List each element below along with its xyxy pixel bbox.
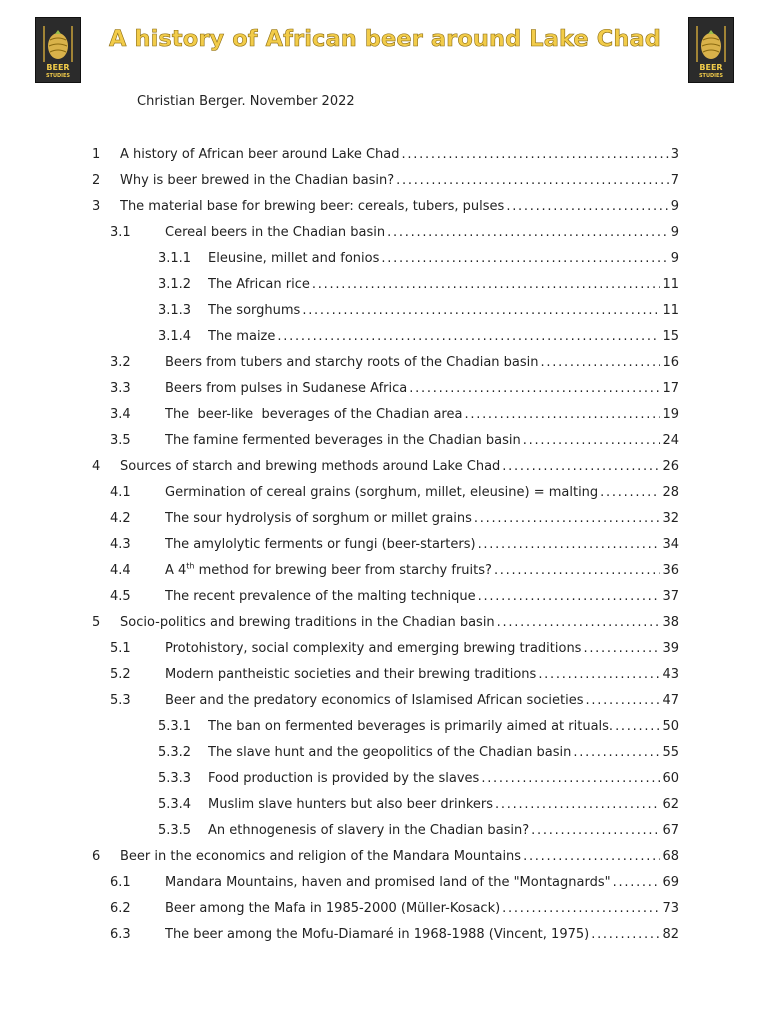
toc-dot-leader xyxy=(523,847,660,867)
toc-line xyxy=(208,327,679,347)
toc-entry[interactable] xyxy=(0,613,770,633)
toc-section-number: 3.1 xyxy=(110,225,131,240)
toc-dot-leader xyxy=(481,769,660,789)
toc-dot-leader xyxy=(502,457,660,477)
toc-section-number: 5 xyxy=(92,615,101,630)
toc-section-title: The slave hunt and the geopolitics of the Chadian basin xyxy=(208,745,572,760)
toc-section-title: The ban on fermented beverages is primarily aimed at rituals. xyxy=(208,719,614,734)
toc-page-number: 39 xyxy=(662,641,679,656)
toc-dot-leader xyxy=(495,795,660,815)
toc-section-number: 6.3 xyxy=(110,927,131,942)
toc-dot-leader xyxy=(396,171,669,191)
toc-page-number: 11 xyxy=(662,277,679,292)
toc-section-number: 2 xyxy=(92,173,101,188)
toc-dot-leader xyxy=(538,665,660,685)
toc-page-number: 16 xyxy=(662,355,679,370)
toc-page-number: 43 xyxy=(662,667,679,682)
toc-line xyxy=(120,613,679,633)
toc-section-title: The African rice xyxy=(208,277,310,292)
toc-page-number: 68 xyxy=(662,849,679,864)
toc-section-title: Muslim slave hunters but also beer drinkers xyxy=(208,797,493,812)
toc-line xyxy=(120,457,679,477)
toc-page-number: 3 xyxy=(670,147,679,162)
toc-section-title: Socio-politics and brewing traditions in the Chadian basin xyxy=(120,615,495,630)
toc-entry[interactable] xyxy=(0,691,770,711)
toc-page-number: 82 xyxy=(662,927,679,942)
toc-dot-leader xyxy=(494,561,661,581)
toc-dot-leader xyxy=(586,691,661,711)
toc-page-number: 73 xyxy=(662,901,679,916)
toc-line xyxy=(208,275,679,295)
toc-page-number: 50 xyxy=(662,719,679,734)
toc-entry[interactable] xyxy=(0,405,770,425)
toc-entry[interactable] xyxy=(0,509,770,529)
toc-line xyxy=(165,691,679,711)
toc-section-number: 4.4 xyxy=(110,563,131,578)
toc-dot-leader xyxy=(591,925,660,945)
toc-title-superscript: th xyxy=(186,561,195,571)
toc-entry[interactable] xyxy=(0,925,770,945)
document-title: A history of African beer around Lake Chad xyxy=(109,26,661,52)
toc-entry[interactable] xyxy=(0,457,770,477)
toc-entry[interactable] xyxy=(0,483,770,503)
toc-page-number: 32 xyxy=(662,511,679,526)
toc-entry[interactable] xyxy=(0,639,770,659)
toc-section-number: 3.3 xyxy=(110,381,131,396)
toc-entry[interactable] xyxy=(0,561,770,581)
toc-line xyxy=(208,769,679,789)
toc-dot-leader xyxy=(387,223,669,243)
toc-entry[interactable] xyxy=(0,665,770,685)
toc-entry[interactable] xyxy=(0,899,770,919)
toc-section-number: 5.3.3 xyxy=(158,771,192,786)
toc-line xyxy=(120,145,679,165)
toc-section-title: Beer and the predatory economics of Islamised African societies xyxy=(165,693,584,708)
toc-page-number: 9 xyxy=(670,251,679,266)
toc-entry[interactable] xyxy=(0,795,770,815)
toc-dot-leader xyxy=(312,275,661,295)
toc-entry[interactable] xyxy=(0,145,770,165)
toc-line xyxy=(165,925,679,945)
toc-section-title: Beers from pulses in Sudanese Africa xyxy=(165,381,408,396)
toc-title-part: method for brewing beer from starchy fruits? xyxy=(194,563,492,578)
toc-line xyxy=(120,847,679,867)
toc-page-number: 17 xyxy=(662,381,679,396)
toc-section-number: 6.2 xyxy=(110,901,131,916)
toc-line xyxy=(165,379,679,399)
toc-page-number: 26 xyxy=(662,459,679,474)
toc-section-title: Beer in the economics and religion of the Mandara Mountains xyxy=(120,849,522,864)
toc-page-number: 24 xyxy=(662,433,679,448)
toc-page-number: 47 xyxy=(662,693,679,708)
toc-dot-leader xyxy=(541,353,661,373)
toc-section-title: The beer among the Mofu-Diamaré in 1968-1988 (Vincent, 1975) xyxy=(165,927,590,942)
toc-entry[interactable] xyxy=(0,197,770,217)
toc-dot-leader xyxy=(502,899,660,919)
toc-section-number: 3.4 xyxy=(110,407,131,422)
toc-line xyxy=(165,353,679,373)
toc-dot-leader xyxy=(583,639,660,659)
toc-section-title: Mandara Mountains, haven and promised land of the "Montagnards" xyxy=(165,875,611,890)
toc-line xyxy=(165,431,679,451)
toc-section-number: 5.3.5 xyxy=(158,823,192,838)
toc-section-title: The material base for brewing beer: cereals, tubers, pulses xyxy=(120,199,505,214)
toc-section-title: Food production is provided by the slaves xyxy=(208,771,480,786)
toc-section-title: Beers from tubers and starchy roots of the Chadian basin xyxy=(165,355,539,370)
toc-page-number: 9 xyxy=(670,199,679,214)
toc-line xyxy=(208,301,679,321)
toc-dot-leader xyxy=(302,301,660,321)
toc-line xyxy=(120,197,679,217)
toc-section-title: Sources of starch and brewing methods around Lake Chad xyxy=(120,459,501,474)
toc-section-number: 5.1 xyxy=(110,641,131,656)
toc-line xyxy=(165,561,679,581)
toc-section-number: 5.2 xyxy=(110,667,131,682)
toc-page-number: 9 xyxy=(670,225,679,240)
toc-entry[interactable] xyxy=(0,873,770,893)
toc-line xyxy=(165,509,679,529)
toc-section-title: Germination of cereal grains (sorghum, millet, eleusine) = malting xyxy=(165,485,599,500)
toc-page-number: 38 xyxy=(662,615,679,630)
toc-entry[interactable] xyxy=(0,249,770,269)
toc-line xyxy=(165,639,679,659)
toc-section-title: Protohistory, social complexity and emerging brewing traditions xyxy=(165,641,582,656)
toc-section-title: A history of African beer around Lake Chad xyxy=(120,147,400,162)
toc-entry[interactable] xyxy=(0,223,770,243)
toc-line xyxy=(165,483,679,503)
toc-line xyxy=(165,665,679,685)
toc-line xyxy=(120,171,679,191)
toc-entry[interactable] xyxy=(0,743,770,763)
toc-section-title: Why is beer brewed in the Chadian basin? xyxy=(120,173,395,188)
toc-line xyxy=(208,717,679,737)
toc-section-title: The recent prevalence of the malting technique xyxy=(165,589,476,604)
toc-page-number: 36 xyxy=(662,563,679,578)
toc-page-number: 69 xyxy=(662,875,679,890)
toc-section-title: Eleusine, millet and fonios xyxy=(208,251,380,266)
toc-dot-leader xyxy=(523,431,661,451)
toc-section-number: 5.3.1 xyxy=(158,719,192,734)
svg-text:STUDIES: STUDIES xyxy=(45,73,71,79)
toc-section-title: The sour hydrolysis of sorghum or millet grains xyxy=(165,511,472,526)
toc-page-number: 7 xyxy=(670,173,679,188)
toc-line xyxy=(165,405,679,425)
toc-entry[interactable] xyxy=(0,275,770,295)
toc-entry[interactable] xyxy=(0,353,770,373)
toc-dot-leader xyxy=(615,717,660,737)
toc-line xyxy=(208,821,679,841)
toc-entry[interactable] xyxy=(0,717,770,737)
toc-entry[interactable] xyxy=(0,587,770,607)
toc-section-number: 3.2 xyxy=(110,355,131,370)
svg-text:STUDIES: STUDIES xyxy=(698,73,724,79)
toc-section-number: 6 xyxy=(92,849,101,864)
toc-entry[interactable] xyxy=(0,171,770,191)
toc-section-number: 3.1.2 xyxy=(158,277,192,292)
toc-dot-leader xyxy=(402,145,669,165)
toc-entry[interactable] xyxy=(0,847,770,867)
toc-section-title: An ethnogenesis of slavery in the Chadian basin? xyxy=(208,823,530,838)
toc-dot-leader xyxy=(464,405,660,425)
toc-section-number: 4.1 xyxy=(110,485,131,500)
toc-entry[interactable] xyxy=(0,821,770,841)
toc-section-number: 3.1.4 xyxy=(158,329,192,344)
toc-section-number: 4.3 xyxy=(110,537,131,552)
toc-section-title: The famine fermented beverages in the Chadian basin xyxy=(165,433,521,448)
toc-section-number: 5.3.4 xyxy=(158,797,192,812)
toc-section-title: Modern pantheistic societies and their brewing traditions xyxy=(165,667,537,682)
toc-section-number: 3 xyxy=(92,199,101,214)
toc-line xyxy=(165,535,679,555)
svg-text:BEER: BEER xyxy=(699,63,723,72)
toc-dot-leader xyxy=(409,379,660,399)
toc-section-title: The beer-like beverages of the Chadian area xyxy=(165,407,463,422)
toc-dot-leader xyxy=(613,873,661,893)
toc-page-number: 15 xyxy=(662,329,679,344)
toc-section-number: 5.3 xyxy=(110,693,131,708)
toc-line xyxy=(208,743,679,763)
toc-section-title xyxy=(165,561,492,581)
toc-section-number: 5.3.2 xyxy=(158,745,192,760)
toc-dot-leader xyxy=(506,197,668,217)
toc-page-number: 28 xyxy=(662,485,679,500)
toc-page-number: 37 xyxy=(662,589,679,604)
toc-section-title: The sorghums xyxy=(208,303,301,318)
toc-line xyxy=(208,795,679,815)
toc-line xyxy=(165,899,679,919)
toc-dot-leader xyxy=(600,483,660,503)
toc-dot-leader xyxy=(531,821,660,841)
toc-page-number: 62 xyxy=(662,797,679,812)
toc-page-number: 11 xyxy=(662,303,679,318)
toc-section-number: 6.1 xyxy=(110,875,131,890)
toc-dot-leader xyxy=(381,249,668,269)
toc-entry[interactable] xyxy=(0,769,770,789)
toc-page-number: 55 xyxy=(662,745,679,760)
toc-entry[interactable] xyxy=(0,301,770,321)
toc-section-number: 3.5 xyxy=(110,433,131,448)
toc-title-part: A 4 xyxy=(165,563,187,578)
toc-section-title: The amylolytic ferments or fungi (beer-starters) xyxy=(165,537,476,552)
toc-section-number: 3.1.1 xyxy=(158,251,192,266)
toc-entry[interactable] xyxy=(0,327,770,347)
toc-section-title: The maize xyxy=(208,329,276,344)
toc-line xyxy=(165,873,679,893)
toc-section-number: 4 xyxy=(92,459,101,474)
toc-line xyxy=(208,249,679,269)
toc-page-number: 60 xyxy=(662,771,679,786)
toc-dot-leader xyxy=(497,613,661,633)
toc-line xyxy=(165,223,679,243)
toc-entry[interactable] xyxy=(0,379,770,399)
toc-section-title: Cereal beers in the Chadian basin xyxy=(165,225,386,240)
toc-dot-leader xyxy=(277,327,660,347)
toc-section-number: 1 xyxy=(92,147,101,162)
toc-section-number: 4.5 xyxy=(110,589,131,604)
toc-page-number: 19 xyxy=(662,407,679,422)
toc-entry[interactable] xyxy=(0,535,770,555)
toc-section-number: 4.2 xyxy=(110,511,131,526)
toc-dot-leader xyxy=(478,587,661,607)
toc-dot-leader xyxy=(478,535,661,555)
author-line: Christian Berger. November 2022 xyxy=(137,94,355,109)
toc-dot-leader xyxy=(573,743,660,763)
toc-section-title: Beer among the Mafa in 1985-2000 (Müller-Kosack) xyxy=(165,901,501,916)
toc-entry[interactable] xyxy=(0,431,770,451)
toc-page-number: 34 xyxy=(662,537,679,552)
svg-text:BEER: BEER xyxy=(46,63,70,72)
toc-line xyxy=(165,587,679,607)
toc-section-number: 3.1.3 xyxy=(158,303,192,318)
toc-page-number: 67 xyxy=(662,823,679,838)
toc-dot-leader xyxy=(474,509,661,529)
